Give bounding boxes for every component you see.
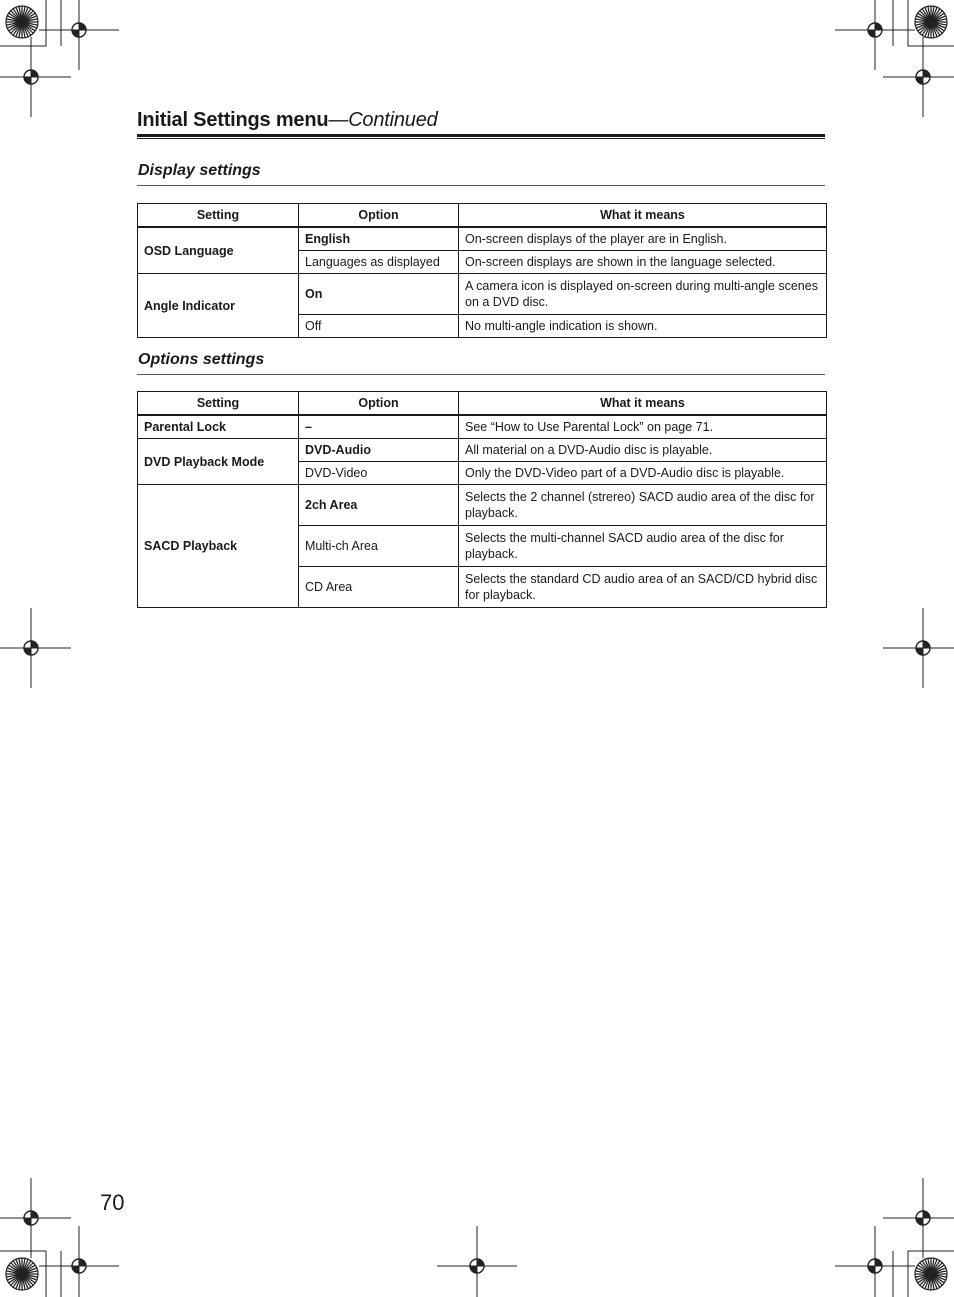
meaning-cell: No multi-angle indication is shown.: [459, 315, 827, 338]
options-settings-rule: [137, 374, 825, 375]
display-settings-rule: [137, 185, 825, 186]
setting-cell: Angle Indicator: [138, 274, 299, 338]
option-cell: On: [299, 274, 459, 315]
setting-cell: DVD Playback Mode: [138, 439, 299, 485]
meaning-cell: Selects the multi-channel SACD audio area of the disc for playback.: [459, 526, 827, 567]
column-header-meaning: What it means: [459, 392, 827, 416]
meaning-cell: Selects the standard CD audio area of an SACD/CD hybrid disc for playback.: [459, 567, 827, 608]
registration-starburst-icon: [6, 6, 947, 1290]
page-number: 70: [100, 1190, 125, 1215]
header-rule-thin: [137, 138, 825, 139]
meaning-cell: Only the DVD-Video part of a DVD-Audio disc is playable.: [459, 462, 827, 485]
option-cell: 2ch Area: [299, 485, 459, 526]
page-title: [137, 108, 825, 132]
table-row: [138, 227, 827, 251]
column-header-option: Option: [299, 392, 459, 416]
table-header-row: [138, 204, 827, 228]
option-cell: DVD-Audio: [299, 439, 459, 462]
meaning-cell: Selects the 2 channel (strereo) SACD audio area of the disc for playback.: [459, 485, 827, 526]
options-settings-table: [137, 391, 827, 608]
column-header-setting: Setting: [138, 204, 299, 228]
meaning-cell: See “How to Use Parental Lock” on page 71.: [459, 415, 827, 439]
header-rule: [137, 134, 825, 137]
column-header-setting: Setting: [138, 392, 299, 416]
table-row: [138, 439, 827, 462]
table-row: [138, 274, 827, 315]
meaning-cell: On-screen displays are shown in the language selected.: [459, 251, 827, 274]
page-title-continued: —Continued: [328, 109, 438, 131]
display-settings-table: [137, 203, 827, 338]
meaning-cell: On-screen displays of the player are in English.: [459, 227, 827, 251]
table-header-row: [138, 392, 827, 416]
option-cell: Off: [299, 315, 459, 338]
setting-cell: SACD Playback: [138, 485, 299, 608]
display-settings-heading: Display settings: [138, 162, 261, 179]
option-cell: CD Area: [299, 567, 459, 608]
meaning-cell: All material on a DVD-Audio disc is playable.: [459, 439, 827, 462]
option-cell: Multi-ch Area: [299, 526, 459, 567]
options-settings-heading: Options settings: [138, 351, 265, 368]
option-cell: –: [299, 415, 459, 439]
setting-cell: Parental Lock: [138, 415, 299, 439]
column-header-option: Option: [299, 204, 459, 228]
column-header-meaning: What it means: [459, 204, 827, 228]
table-row: [138, 485, 827, 526]
page-header: [137, 108, 825, 132]
option-cell: English: [299, 227, 459, 251]
option-cell: Languages as displayed: [299, 251, 459, 274]
page-title-main: Initial Settings menu: [137, 109, 329, 131]
setting-cell: OSD Language: [138, 227, 299, 274]
meaning-cell: A camera icon is displayed on-screen during multi-angle scenes on a DVD disc.: [459, 274, 827, 315]
table-row: [138, 415, 827, 439]
option-cell: DVD-Video: [299, 462, 459, 485]
